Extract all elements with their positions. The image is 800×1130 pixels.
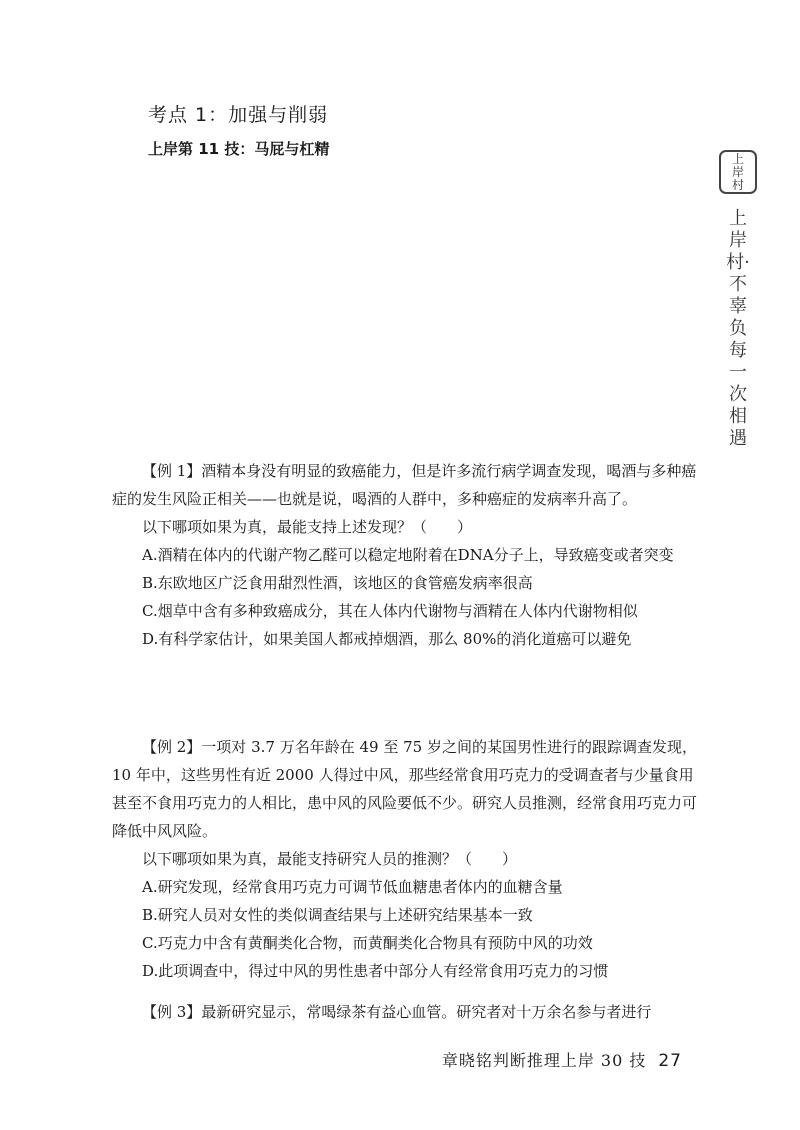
section-subheading: 上岸第 11 技：马屁与杠精 bbox=[148, 140, 330, 158]
sidebar-slogan: 上岸村·不辜负每一次相遇 bbox=[726, 208, 750, 449]
example-2 bbox=[112, 733, 697, 985]
section-heading: 考点 1：加强与削弱 bbox=[148, 104, 329, 126]
example-1-option-a: A.酒精在体内的代谢产物乙醛可以稳定地附着在DNA分子上，导致癌变或者突变 bbox=[142, 546, 674, 564]
example-2-stem: 【例 2】一项对 3.7 万名年龄在 49 至 75 岁之间的某国男性进行的跟踪调查发现，10 年中，这些男性有近 2000 人得过中风，那些经常食用巧克力的受调查者与少量食用甚至不食用巧克力的人相比，患中风的风险要低不少。研究人员推测，经常食用巧克力可降低中风风险。 bbox=[112, 738, 698, 840]
example-1-option-c: C.烟草中含有多种致癌成分，其在人体内代谢物与酒精在人体内代谢物相似 bbox=[142, 602, 638, 620]
example-2-question: 以下哪项如果为真，最能支持研究人员的推测？（ ） bbox=[142, 850, 518, 868]
example-3-stem: 【例 3】最新研究显示，常喝绿茶有益心血管。研究者对十万余名参与者进行 bbox=[142, 1003, 652, 1021]
example-1-option-d: D.有科学家估计，如果美国人都戒掉烟酒，那么 80%的消化道癌可以避免 bbox=[142, 630, 632, 648]
page-footer bbox=[442, 1048, 682, 1071]
example-2-option-a: A.研究发现，经常食用巧克力可调节低血糖患者体内的血糖含量 bbox=[142, 878, 563, 896]
seal-text: 上岸村 bbox=[731, 151, 744, 192]
page-number: 27 bbox=[658, 1051, 682, 1071]
example-2-option-b: B.研究人员对女性的类似调查结果与上述研究结果基本一致 bbox=[142, 906, 533, 924]
example-2-option-d: D.此项调查中，得过中风的男性患者中部分人有经常食用巧克力的习惯 bbox=[142, 962, 609, 980]
example-1-question: 以下哪项如果为真，最能支持上述发现？（ ） bbox=[142, 518, 473, 536]
example-2-option-c: C.巧克力中含有黄酮类化合物，而黄酮类化合物具有预防中风的功效 bbox=[142, 934, 593, 952]
sidebar bbox=[716, 150, 760, 450]
example-1-option-b: B.东欧地区广泛食用甜烈性酒，该地区的食管癌发病率很高 bbox=[142, 574, 533, 592]
footer-book-title: 章晓铭判断推理上岸 30 技 bbox=[441, 1051, 647, 1070]
example-3 bbox=[112, 998, 697, 1026]
example-1-stem: 【例 1】酒精本身没有明显的致癌能力，但是许多流行病学调查发现，喝酒与多种癌症的发生风险正相关——也就是说，喝酒的人群中，多种癌症的发病率升高了。 bbox=[112, 462, 697, 508]
example-1 bbox=[112, 457, 697, 653]
seal-logo bbox=[719, 150, 757, 194]
